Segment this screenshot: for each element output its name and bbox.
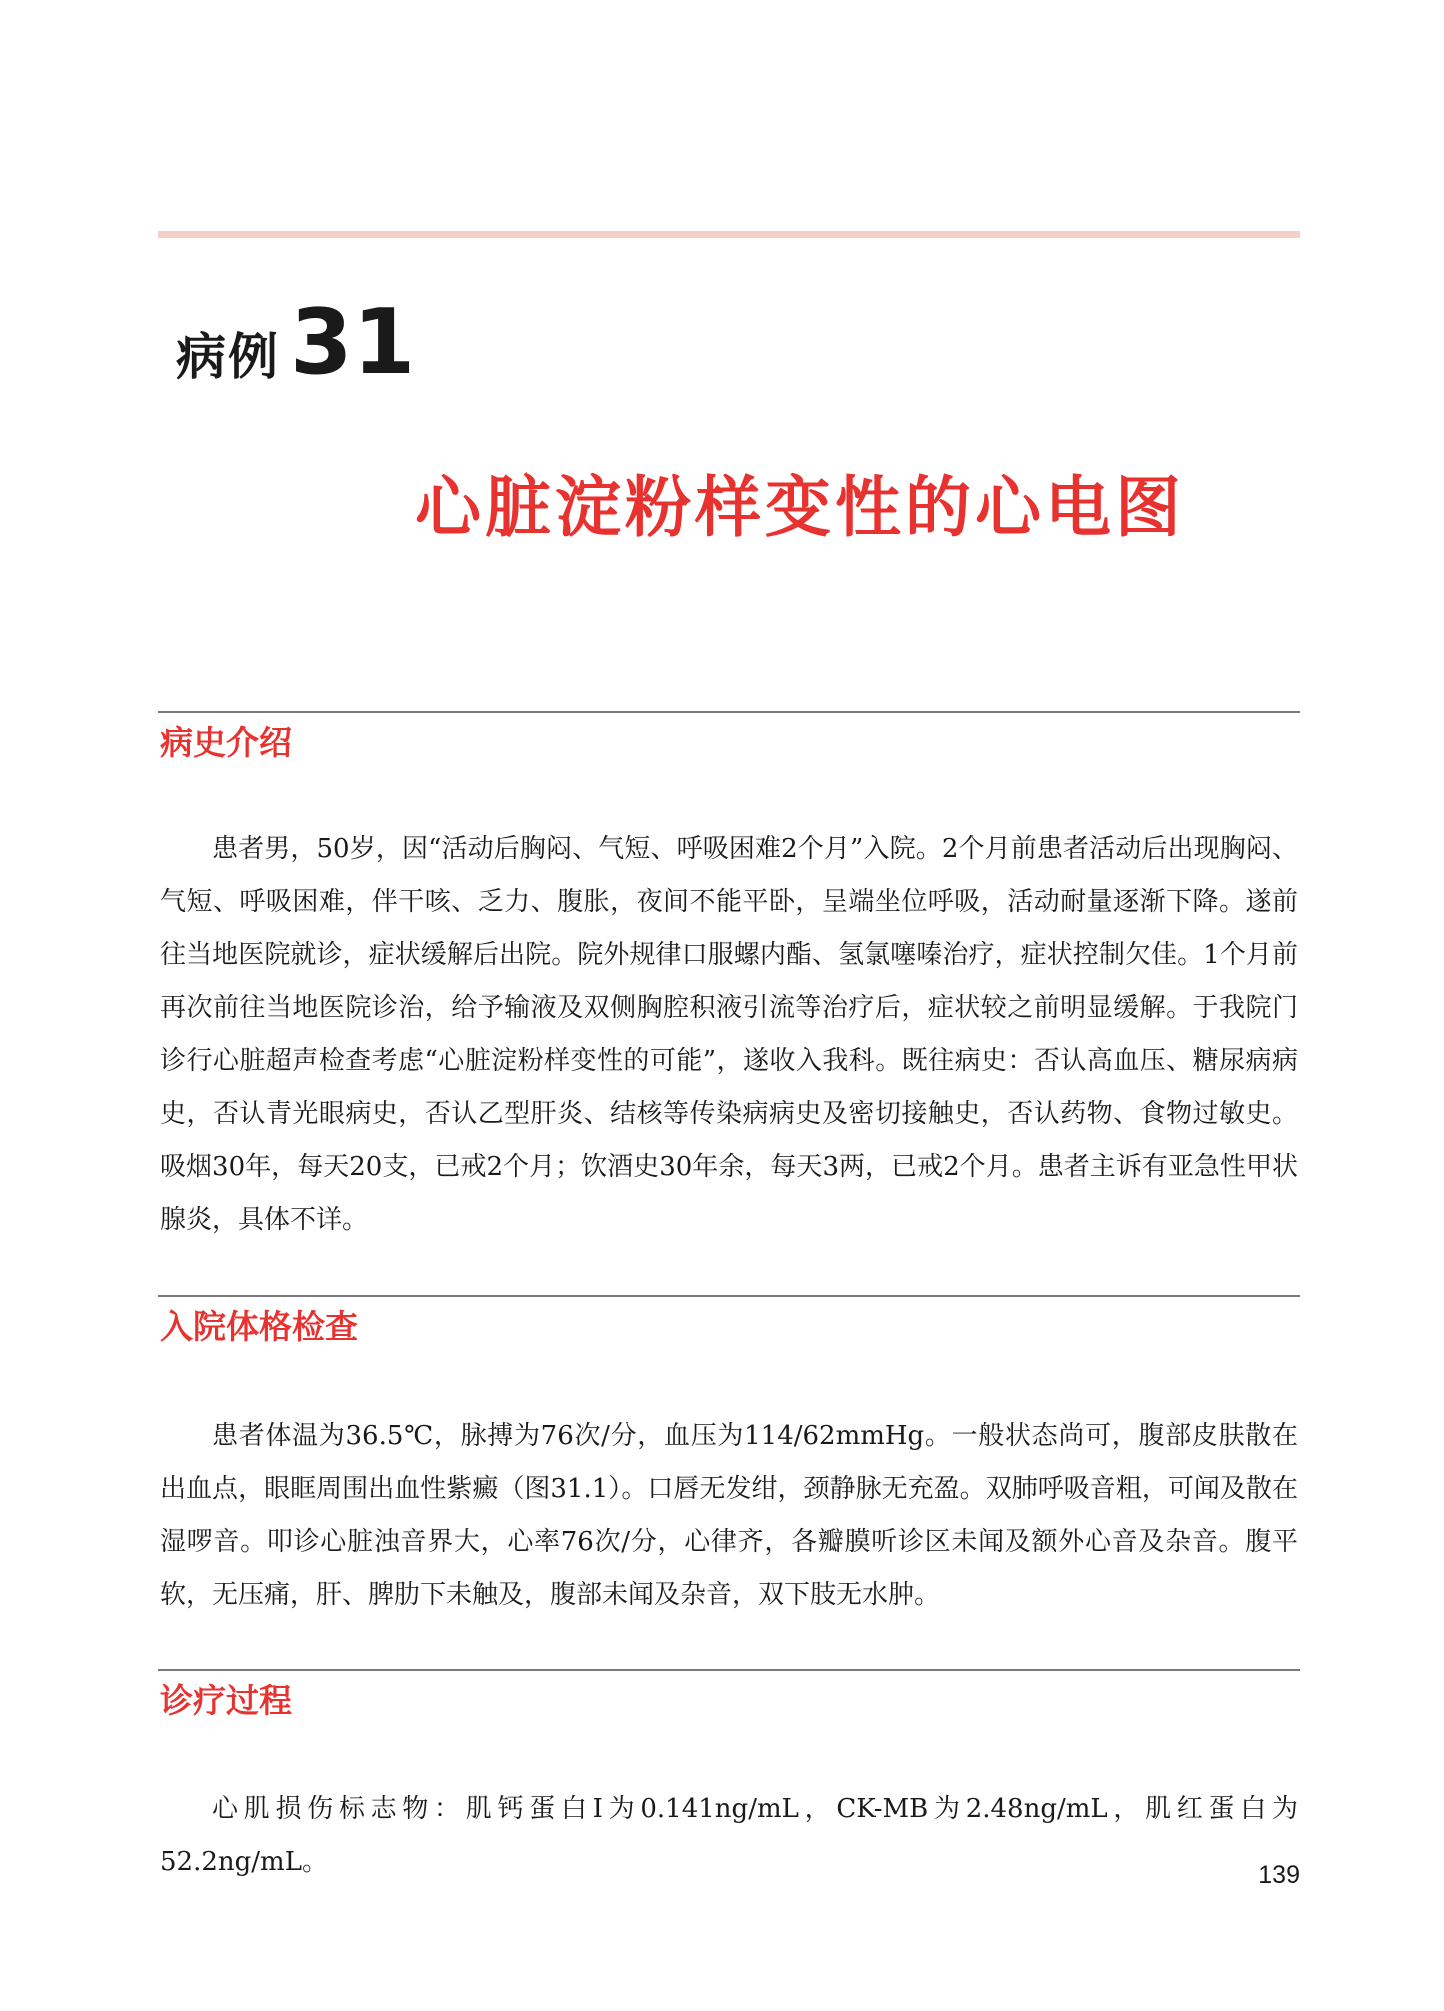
top-decorative-rule (158, 231, 1300, 238)
section-text-history: 患者男，50岁，因“活动后胸闷、气短、呼吸困难2个月”入院。2个月前患者活动后出现胸闷、气短、呼吸困难，伴干咳、乏力、腹胀，夜间不能平卧，呈端坐位呼吸，活动耐量逐渐下降。遂前往当地医院就诊，症状缓解后出院。院外规律口服螺内酯、氢氯噻嗪治疗，症状控制欠佳。1个月前再次前往当地医院诊治，给予输液及双侧胸腔积液引流等治疗后，症状较之前明显缓解。于我院门诊行心脏超声检查考虑“心脏淀粉样变性的可能”，遂收入我科。既往病史：否认高血压、糖尿病病史，否认青光眼病史，否认乙型肝炎、结核等传染病病史及密切接触史，否认药物、食物过敏史。吸烟30年，每天20支，已戒2个月；饮酒史30年余，每天3两，已戒2个月。患者主诉有亚急性甲状腺炎，具体不详。 (160, 834, 1298, 1235)
section-rule-history (158, 711, 1300, 713)
section-text-exam: 患者体温为36.5℃，脉搏为76次/分，血压为114/62mmHg。一般状态尚可，腹部皮肤散在出血点，眼眶周围出血性紫癜（图31.1）。口唇无发绀，颈静脉无充盈。双肺呼吸音粗，可闻及散在湿啰音。叩诊心脏浊音界大，心率76次/分，心律齐，各瓣膜听诊区未闻及额外心音及杂音。腹平软，无压痛，肝、脾肋下未触及，腹部未闻及杂音，双下肢无水肿。 (160, 1421, 1298, 1610)
section-heading-exam: 入院体格检查 (160, 1307, 358, 1346)
case-label (176, 288, 416, 395)
chapter-title: 心脏淀粉样变性的心电图 (415, 469, 1185, 546)
case-number: 31 (290, 290, 416, 395)
section-heading-history: 病史介绍 (160, 723, 292, 762)
page-number: 139 (1258, 1861, 1300, 1889)
section-heading-treatment: 诊疗过程 (160, 1681, 292, 1720)
section-text-treatment: 心肌损伤标志物：肌钙蛋白I为0.141ng/mL，CK-MB为2.48ng/mL，肌红蛋白为52.2ng/mL。 (160, 1794, 1298, 1877)
section-rule-exam (158, 1295, 1300, 1297)
case-word: 病例 (176, 328, 280, 386)
section-rule-treatment (158, 1669, 1300, 1671)
